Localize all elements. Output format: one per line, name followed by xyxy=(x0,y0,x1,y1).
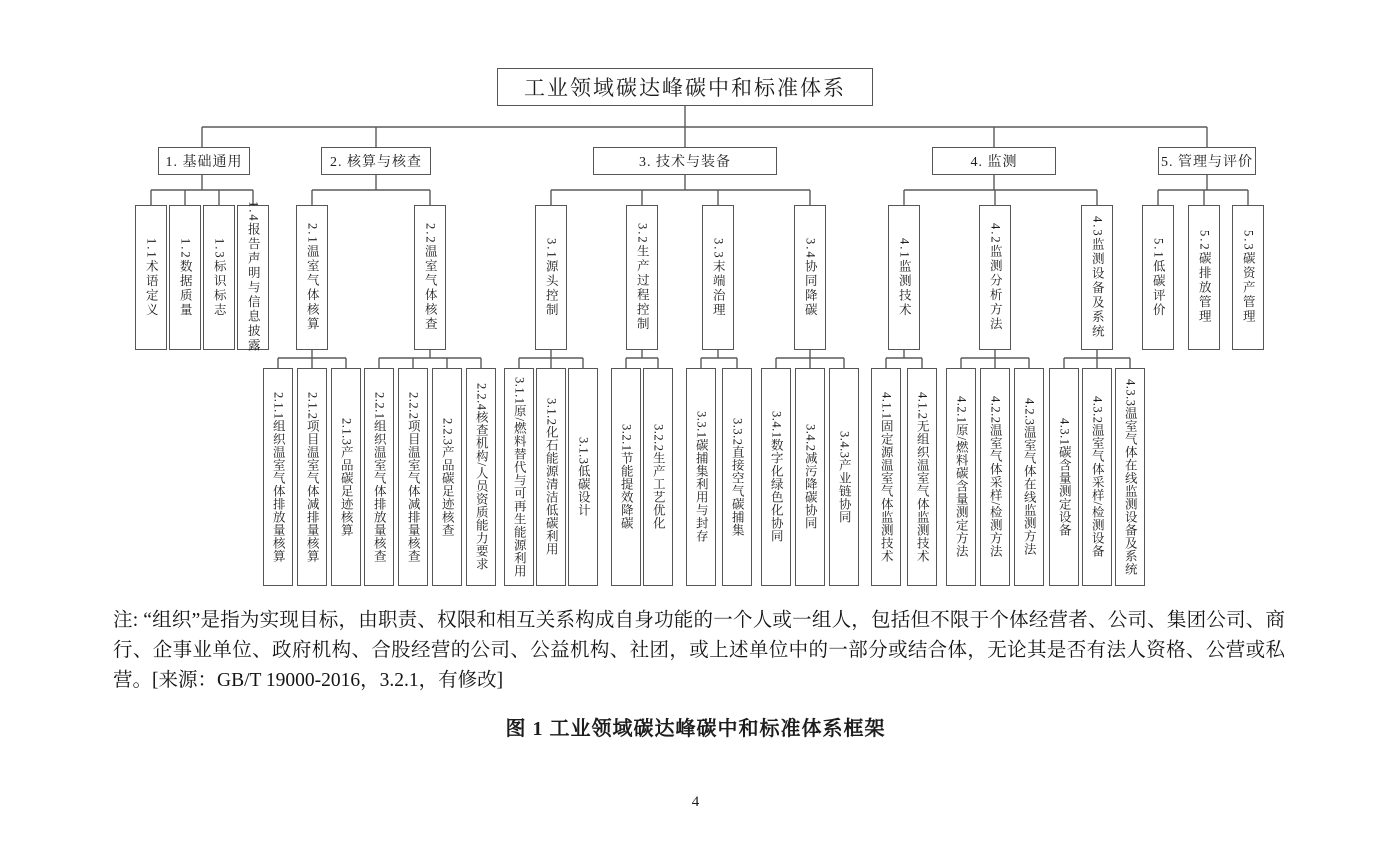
branch-label: 1. 基础通用 xyxy=(165,155,243,170)
node-label: 3.4.3产业链协同 xyxy=(837,430,852,524)
node-label: 5.1低碳评价 xyxy=(1151,237,1166,318)
node-label: 2.2.1组织温室气体排放量核查 xyxy=(372,391,387,563)
node-box-1-1 xyxy=(135,205,167,350)
node-label: 3.1.2化石能源清洁低碳利用 xyxy=(544,398,559,556)
node-label: 3.3末端治理 xyxy=(711,237,726,318)
node-box-2-2 xyxy=(414,205,446,350)
node-label: 3.4.1数字化绿色化协同 xyxy=(769,411,784,543)
figure-note: 注: “组织”是指为实现目标，由职责、权限和相互关系构成自身功能的一个人或一组人，包括但不限于个体经营者、公司、集团公司、商行、企事业单位、政府机构、合股经营的公司、公益机构、社团，或上述单位中的一部分或结合体，无论其是否有法人资格、公营或私营。[来源：GB/T 19000-2016，3.2.1，有修改] xyxy=(113,610,1285,692)
branch-label: 4. 监测 xyxy=(970,155,1018,170)
node-label: 5.3碳资产管理 xyxy=(1241,230,1256,325)
node-label: 4.3.2温室气体采样/检测设备 xyxy=(1090,396,1105,558)
node-box-3-4 xyxy=(794,205,826,350)
node-label: 2.1.1组织温室气体排放量核算 xyxy=(271,391,286,563)
node-label: 1.3标识标志 xyxy=(212,237,227,318)
node-box-4-3 xyxy=(1081,205,1113,350)
node-box-3-1-1 xyxy=(504,368,534,586)
node-box-5-3 xyxy=(1232,205,1264,350)
node-label: 3.4.2减污降碳协同 xyxy=(803,424,818,530)
branch-label: 5. 管理与评价 xyxy=(1161,155,1253,170)
node-label: 3.1源头控制 xyxy=(544,237,559,318)
branch-label: 2. 核算与核查 xyxy=(330,155,422,170)
node-box-4-2-3 xyxy=(1014,368,1044,586)
node-box-3-1-2 xyxy=(536,368,566,586)
node-label: 2.1温室气体核算 xyxy=(305,223,320,332)
node-label: 5.2碳排放管理 xyxy=(1197,230,1212,325)
branch-box-technology xyxy=(593,147,777,175)
node-label: 4.3监测设备及系统 xyxy=(1090,215,1105,340)
node-label: 3.2.2生产工艺优化 xyxy=(651,424,666,530)
node-label: 4.2监测分析方法 xyxy=(988,223,1003,332)
node-label: 3.3.1碳捕集利用与封存 xyxy=(694,411,709,543)
node-label: 3.3.2直接空气碳捕集 xyxy=(730,417,745,537)
node-box-3-4-1 xyxy=(761,368,791,586)
node-box-2-1-3 xyxy=(331,368,361,586)
node-label: 1.4报告声明与信息披露 xyxy=(246,201,261,354)
branch-box-management xyxy=(1158,147,1256,175)
node-box-3-4-3 xyxy=(829,368,859,586)
node-label: 3.4协同降碳 xyxy=(803,237,818,318)
branch-box-accounting xyxy=(321,147,431,175)
node-label: 2.2.4核查机构/人员资质能力要求 xyxy=(474,383,489,571)
node-label: 3.2生产过程控制 xyxy=(635,223,650,332)
node-box-2-1 xyxy=(296,205,328,350)
node-box-2-1-2 xyxy=(297,368,327,586)
node-box-2-2-4 xyxy=(466,368,496,586)
node-box-3-3-2 xyxy=(722,368,752,586)
node-box-3-2-2 xyxy=(643,368,673,586)
figure-caption: 图 1 工业领域碳达峰碳中和标准体系框架 xyxy=(505,718,886,740)
branch-label: 3. 技术与装备 xyxy=(639,155,731,170)
branch-box-basics xyxy=(158,147,250,175)
node-label: 4.3.3温室气体在线监测设备及系统 xyxy=(1123,378,1138,576)
node-box-3-1-3 xyxy=(568,368,598,586)
page-number: 4 xyxy=(691,794,700,810)
node-box-4-1-1 xyxy=(871,368,901,586)
node-box-4-3-3 xyxy=(1115,368,1145,586)
node-box-3-3-1 xyxy=(686,368,716,586)
node-box-3-2 xyxy=(626,205,658,350)
node-box-3-2-1 xyxy=(611,368,641,586)
node-box-1-4 xyxy=(237,201,269,354)
node-box-2-2-1 xyxy=(364,368,394,586)
node-label: 4.1监测技术 xyxy=(897,237,912,318)
node-label: 4.1.1固定源温室气体监测技术 xyxy=(879,391,894,563)
node-box-5-1 xyxy=(1142,205,1174,350)
node-box-4-1-2 xyxy=(907,368,937,586)
node-box-4-1 xyxy=(888,205,920,350)
node-label: 4.2.1原/燃料碳含量测定方法 xyxy=(954,396,969,558)
node-label: 2.2温室气体核查 xyxy=(423,223,438,332)
node-label: 3.1.1原/燃料替代与可再生能源利用 xyxy=(512,376,527,578)
node-label: 3.2.1节能提效降碳 xyxy=(619,424,634,530)
branch-box-monitoring xyxy=(932,147,1056,175)
node-box-3-3 xyxy=(702,205,734,350)
node-label: 2.2.2项目温室气体减排量核查 xyxy=(406,391,421,563)
node-box-4-3-1 xyxy=(1049,368,1079,586)
node-label: 4.1.2无组织温室气体监测技术 xyxy=(915,391,930,563)
node-label: 2.1.3产品碳足迹核算 xyxy=(339,417,354,537)
node-box-4-2 xyxy=(979,205,1011,350)
node-box-3-1 xyxy=(535,205,567,350)
node-box-2-2-3 xyxy=(432,368,462,586)
node-label: 2.1.2项目温室气体减排量核算 xyxy=(305,391,320,563)
node-box-4-2-2 xyxy=(980,368,1010,586)
node-box-4-2-1 xyxy=(946,368,976,586)
node-label: 4.3.1碳含量测定设备 xyxy=(1057,417,1072,537)
node-box-1-3 xyxy=(203,205,235,350)
node-box-2-2-2 xyxy=(398,368,428,586)
diagram-title-box xyxy=(497,68,873,106)
node-label: 2.2.3产品碳足迹核查 xyxy=(440,417,455,537)
node-box-5-2 xyxy=(1188,205,1220,350)
node-box-1-2 xyxy=(169,205,201,350)
node-label: 3.1.3低碳设计 xyxy=(576,437,591,517)
node-box-3-4-2 xyxy=(795,368,825,586)
node-box-4-3-2 xyxy=(1082,368,1112,586)
node-label: 4.2.3温室气体在线监测方法 xyxy=(1022,398,1037,556)
diagram-title: 工业领域碳达峰碳中和标准体系 xyxy=(524,76,846,100)
node-label: 4.2.2温室气体采样/检测方法 xyxy=(988,396,1003,558)
node-box-2-1-1 xyxy=(263,368,293,586)
node-label: 1.2数据质量 xyxy=(178,237,193,318)
node-label: 1.1术语定义 xyxy=(144,237,159,318)
